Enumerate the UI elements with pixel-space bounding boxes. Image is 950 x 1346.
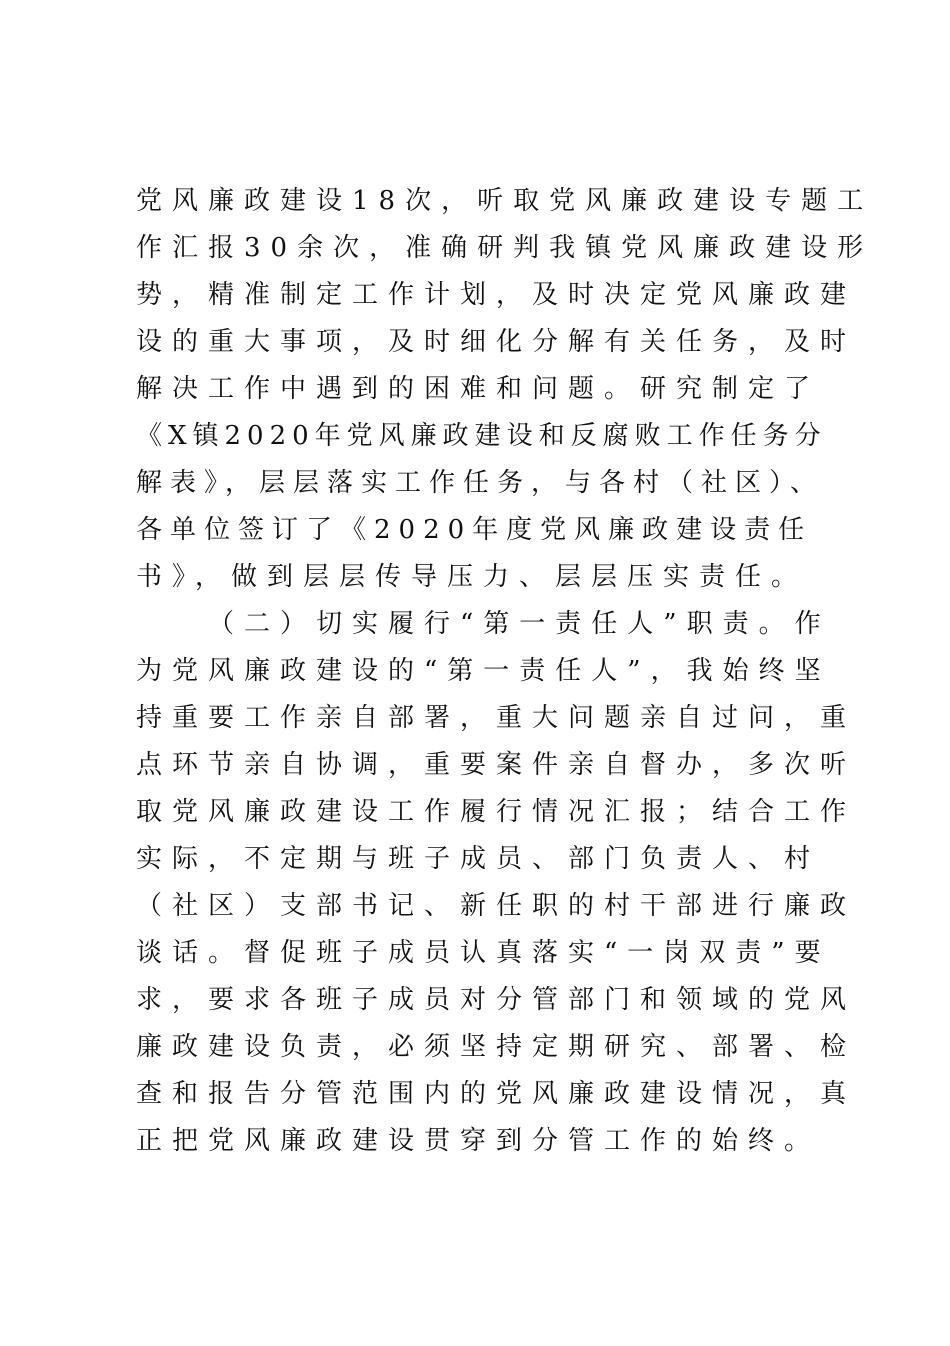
text-line-1: 党风廉政建设18次，听取党风廉政建设专题工 bbox=[136, 186, 874, 216]
text-line-18: 求，要求各班子成员对分管部门和领域的党风 bbox=[136, 985, 857, 1015]
text-line-12: 持重要工作亲自部署，重大问题亲自过问，重 bbox=[136, 703, 857, 733]
text-line-8: 各单位签订了《2020年度党风廉政建设责任 bbox=[136, 515, 813, 545]
text-line-2: 作汇报30余次，准确研判我镇党风廉政建设形 bbox=[136, 233, 874, 263]
text-line-13: 点环节亲自协调，重要案件亲自督办，多次听 bbox=[136, 750, 857, 780]
text-line-11: 为党风廉政建设的“第一责任人”，我始终坚 bbox=[136, 656, 831, 686]
text-line-4: 设的重大事项，及时细化分解有关任务，及时 bbox=[136, 327, 857, 357]
text-line-17: 谈话。督促班子成员认真落实“一岗双责”要 bbox=[136, 938, 831, 968]
text-line-19: 廉政建设负责，必须坚持定期研究、部署、检 bbox=[136, 1032, 857, 1062]
text-line-7: 解表》，层层落实工作任务，与各村（社区）、 bbox=[136, 468, 825, 498]
text-line-9: 书》，做到层层传导压力、层层压实责任。 bbox=[136, 562, 808, 592]
text-line-5: 解决工作中遇到的困难和问题。研究制定了 bbox=[136, 374, 821, 404]
body-text bbox=[136, 178, 874, 1165]
text-line-15: 实际，不定期与班子成员、部门负责人、村 bbox=[136, 844, 821, 874]
text-line-3: 势，精准制定工作计划，及时决定党风廉政建 bbox=[136, 280, 857, 310]
text-line-6: 《X镇2020年党风廉政建设和反腐败工作任务分 bbox=[136, 421, 827, 451]
text-line-14: 取党风廉政建设工作履行情况汇报；结合工作 bbox=[136, 797, 857, 827]
text-line-21: 正把党风廉政建设贯穿到分管工作的始终。 bbox=[136, 1126, 821, 1156]
text-line-10-paragraph-start: （二）切实履行“第一责任人”职责。作 bbox=[208, 609, 831, 639]
text-line-20: 查和报告分管范围内的党风廉政建设情况，真 bbox=[136, 1079, 857, 1109]
text-line-16: （社区）支部书记、新任职的村干部进行廉政 bbox=[136, 891, 857, 921]
